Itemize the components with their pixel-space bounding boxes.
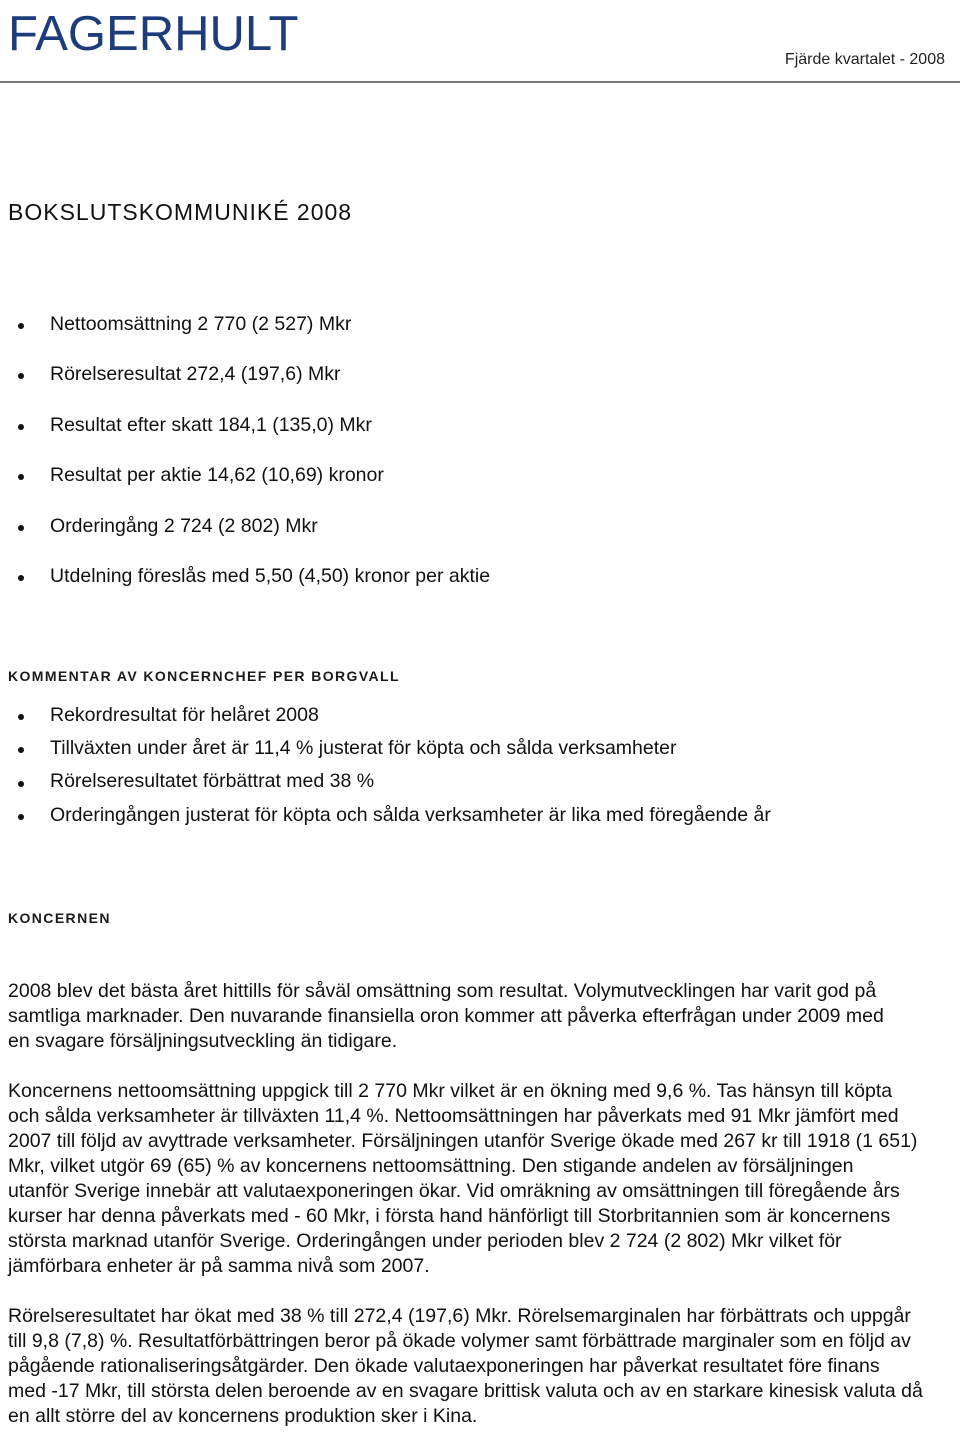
bullet-icon [18,373,24,379]
list-item-text: Resultat efter skatt 184,1 (135,0) Mkr [50,413,372,436]
paragraph-line: till 9,8 (7,8) %. Resultatförbättringen beror på ökade volymer samt förbättrade marginaler som en följd av [8,1329,911,1352]
section-heading-group: KONCERNEN [8,910,111,926]
bullet-icon [18,814,24,820]
bullet-icon [18,714,24,720]
list-item [0,699,940,732]
list-item-text: Orderingången justerat för köpta och sålda verksamheter är lika med föregående år [50,803,771,826]
paragraph-line: och sålda verksamheter är tillväxten 11,4 %. Nettoomsättningen har påverkats med 91 Mkr jämfört med [8,1104,899,1127]
list-item-text: Resultat per aktie 14,62 (10,69) kronor [50,464,384,487]
ceo-comment-list [0,699,940,832]
paragraph [8,1079,953,1279]
list-item-text: Nettoomsättning 2 770 (2 527) Mkr [50,313,352,336]
list-item [0,450,940,500]
highlights-list [0,299,940,601]
paragraph-line: Rörelseresultatet har ökat med 38 % till 272,4 (197,6) Mkr. Rörelsemarginalen har förbättrats och uppgår [8,1304,911,1327]
logo: FAGERHULT [8,7,299,61]
bullet-icon [18,474,24,480]
bullet-icon [18,323,24,329]
list-item-text: Utdelning föreslås med 5,50 (4,50) kronor per aktie [50,565,491,588]
list-item [0,299,940,349]
list-item-text: Tillväxten under året är 11,4 % justerat för köpta och sålda verksamheter [50,736,677,759]
paragraph-line: Koncernens nettoomsättning uppgick till 2 770 Mkr vilket är en ökning med 9,6 %. Tas hänsyn till köpta [8,1079,893,1102]
section-heading-ceo-comment: KOMMENTAR AV KONCERNCHEF PER BORGVALL [8,668,400,684]
bullet-icon [18,781,24,787]
bullet-icon [18,575,24,581]
paragraph-line: pågående rationaliseringsåtgärder. Den ökade valutaexponeringen har påverkat resultatet före finans [8,1354,880,1377]
list-item-text: Orderingång 2 724 (2 802) Mkr [50,514,318,537]
list-item-text: Rekordresultat för helåret 2008 [50,703,319,726]
list-item [0,765,940,798]
paragraph-line: samtliga marknader. Den nuvarande finansiella oron kommer att påverka efterfrågan under 2009 med [8,1004,884,1027]
list-item [0,501,940,551]
report-period: Fjärde kvartalet - 2008 [784,51,945,68]
paragraph-line: en svagare försäljningsutveckling än tidigare. [8,1029,398,1052]
list-item [0,349,940,399]
paragraph [8,1304,953,1429]
header-divider [0,81,960,83]
bullet-icon [18,424,24,430]
paragraph-line: jämförbara enheter är på samma nivå som 2007. [8,1254,430,1277]
paragraph-line: kurser har denna påverkats med - 60 Mkr, i första hand hänförligt till Storbritannien som är koncernens [8,1204,891,1227]
list-item [0,551,940,601]
paragraph-line: 2007 till följd av avyttrade verksamheter. Försäljningen utanför Sverige ökade med 267 kr till 1918 (1 651) [8,1129,918,1152]
paragraph-line: Mkr, vilket utgör 69 (65) % av koncernens nettoomsättning. Den stigande andelen av försäljningen [8,1154,854,1177]
list-item [0,400,940,450]
paragraph-line: utanför Sverige innebär att valutaexponeringen ökar. Vid omräkning av omsättningen till föregående års [8,1179,900,1202]
list-item-text: Rörelseresultatet förbättrat med 38 % [50,770,375,793]
bullet-icon [18,525,24,531]
paragraph-line: en allt större del av koncernens produktion sker i Kina. [8,1404,478,1427]
list-item [0,732,940,765]
paragraph-line: med -17 Mkr, till största delen beroende av en svagare brittisk valuta och av en starkare kinesisk valuta då [8,1379,923,1402]
document-title: BOKSLUTSKOMMUNIKÉ 2008 [8,199,353,225]
paragraph-line: 2008 blev det bästa året hittills för såväl omsättning som resultat. Volymutvecklingen har varit god på [8,979,877,1002]
paragraph [8,979,953,1054]
list-item-text: Rörelseresultat 272,4 (197,6) Mkr [50,363,341,386]
list-item [0,799,940,832]
paragraph-line: största marknad utanför Sverige. Orderingången under perioden blev 2 724 (2 802) Mkr vilket för [8,1229,842,1252]
bullet-icon [18,747,24,753]
